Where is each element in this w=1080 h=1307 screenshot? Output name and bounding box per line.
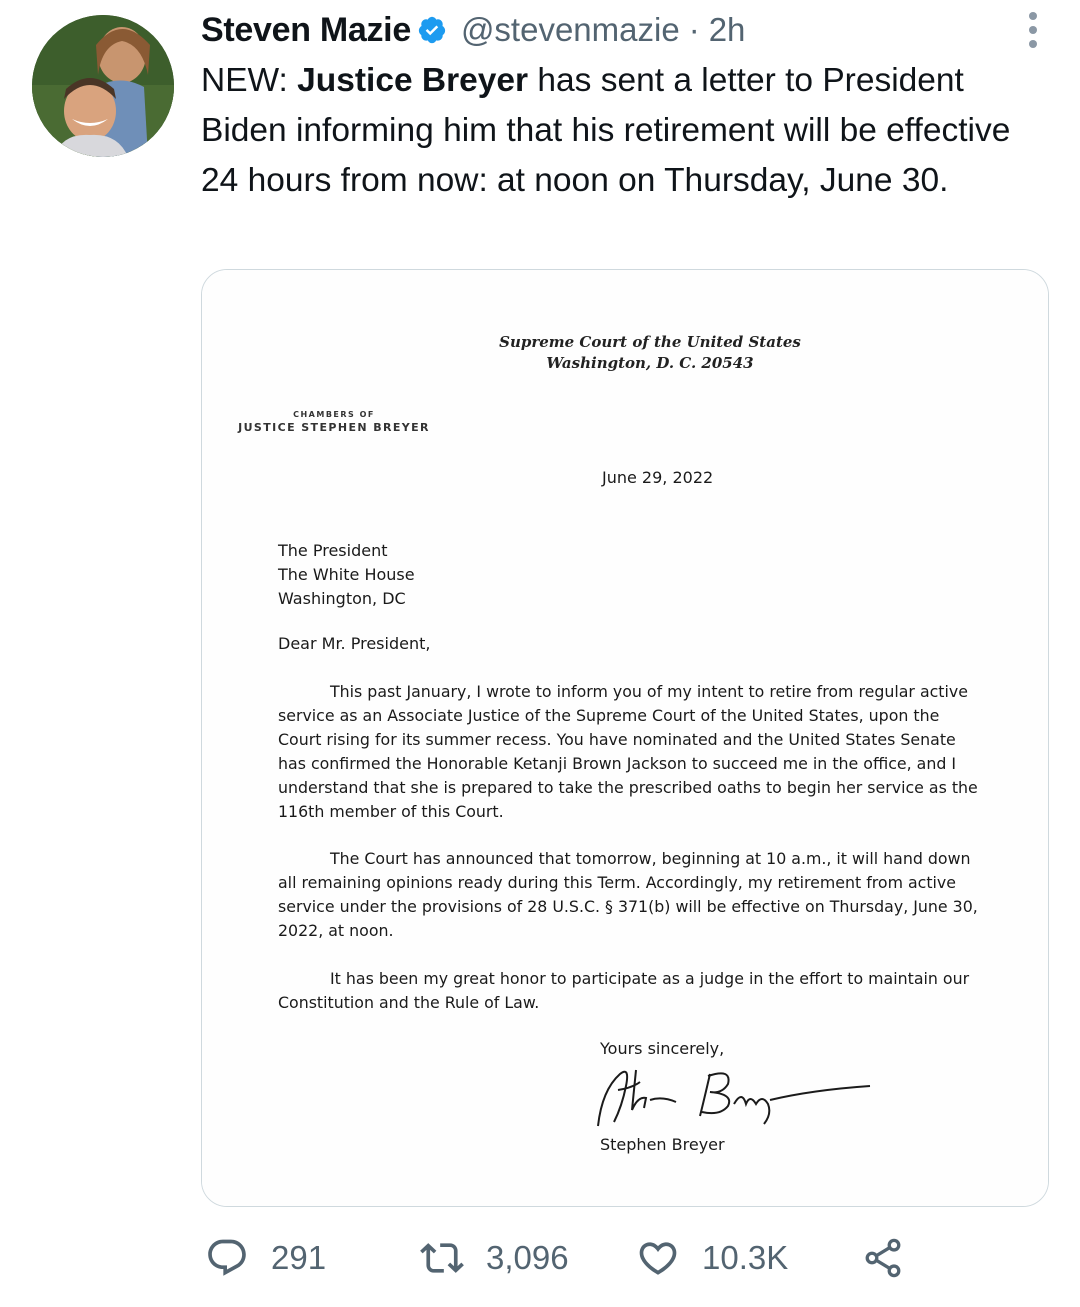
letter-date: June 29, 2022	[602, 468, 714, 487]
address-line: The White House	[278, 565, 415, 584]
reply-button[interactable]	[205, 1236, 420, 1280]
separator-dot: ·	[688, 11, 700, 48]
tweet-media-image[interactable]	[201, 269, 1049, 1207]
retweet-button[interactable]	[420, 1236, 636, 1280]
letter-document	[202, 270, 1048, 1206]
like-button[interactable]	[636, 1236, 861, 1280]
more-options-icon[interactable]	[1026, 12, 1040, 48]
tweet-text-rest: has sent a letter to President Biden informing him that his retirement will be effective 24 hours from now: at noon on Thursday, June 30.	[201, 62, 1011, 199]
avatar[interactable]	[32, 15, 174, 157]
heart-icon	[636, 1236, 680, 1280]
avatar-photo	[32, 15, 174, 157]
author-handle[interactable]: @stevenmazie	[460, 11, 680, 48]
tweet-actions	[201, 1230, 1040, 1286]
tweet-timestamp[interactable]: 2h	[708, 11, 746, 48]
letter-paragraph: It has been my great honor to participate as a judge in the effort to maintain our Constitution and the Rule of Law.	[278, 969, 970, 1012]
address-line: Washington, DC	[278, 589, 406, 608]
handwritten-signature	[592, 1060, 872, 1132]
letter-paragraph: This past January, I wrote to inform you of my intent to retire from regular active service as an Associate Justice of the Supreme Court of the United States, upon the Court rising for its summer recess. You have nominated and the United States Senate has confirmed the Honorable Ketanji Brown Jackson to succeed me in the office, and I understand that she is prepared to take the prescribed oaths to begin her service as the 116th member of this Court.	[278, 682, 978, 821]
like-count: 10.3K	[702, 1239, 789, 1276]
letterhead	[202, 332, 1048, 374]
chambers-name: JUSTICE STEPHEN BREYER	[238, 421, 430, 434]
letter-paragraph: The Court has announced that tomorrow, beginning at 10 a.m., it will hand down all remaining opinions ready during this Term. Accordingly, my retirement from active service under the provisions of 28 U.S.C. § 371(b) will be effective on Thursday, June 30, 2022, at noon.	[278, 849, 978, 940]
tweet-text-bold: Justice Breyer	[297, 62, 529, 99]
chambers-label: CHAMBERS OF	[293, 410, 375, 419]
reply-count: 291	[271, 1239, 327, 1276]
share-icon	[861, 1236, 905, 1280]
tweet-header	[201, 8, 1020, 52]
signature-name: Stephen Breyer	[600, 1135, 725, 1154]
letterhead-court: Supreme Court of the United States	[499, 333, 801, 351]
letterhead-address: Washington, D. C. 20543	[546, 354, 754, 372]
share-button[interactable]	[861, 1236, 905, 1280]
recipient-address	[278, 539, 415, 611]
author-name[interactable]: Steven Mazie	[201, 10, 411, 49]
letter-closing: Yours sincerely,	[600, 1039, 725, 1058]
address-line: The President	[278, 541, 388, 560]
tweet-text	[201, 56, 1051, 206]
retweet-icon	[420, 1236, 464, 1280]
reply-icon	[205, 1236, 249, 1280]
retweet-count: 3,096	[486, 1239, 569, 1276]
verified-badge-icon	[417, 15, 447, 45]
salutation: Dear Mr. President,	[278, 634, 431, 653]
tweet-text-prefix: NEW:	[201, 62, 298, 99]
chambers-block	[229, 410, 439, 434]
